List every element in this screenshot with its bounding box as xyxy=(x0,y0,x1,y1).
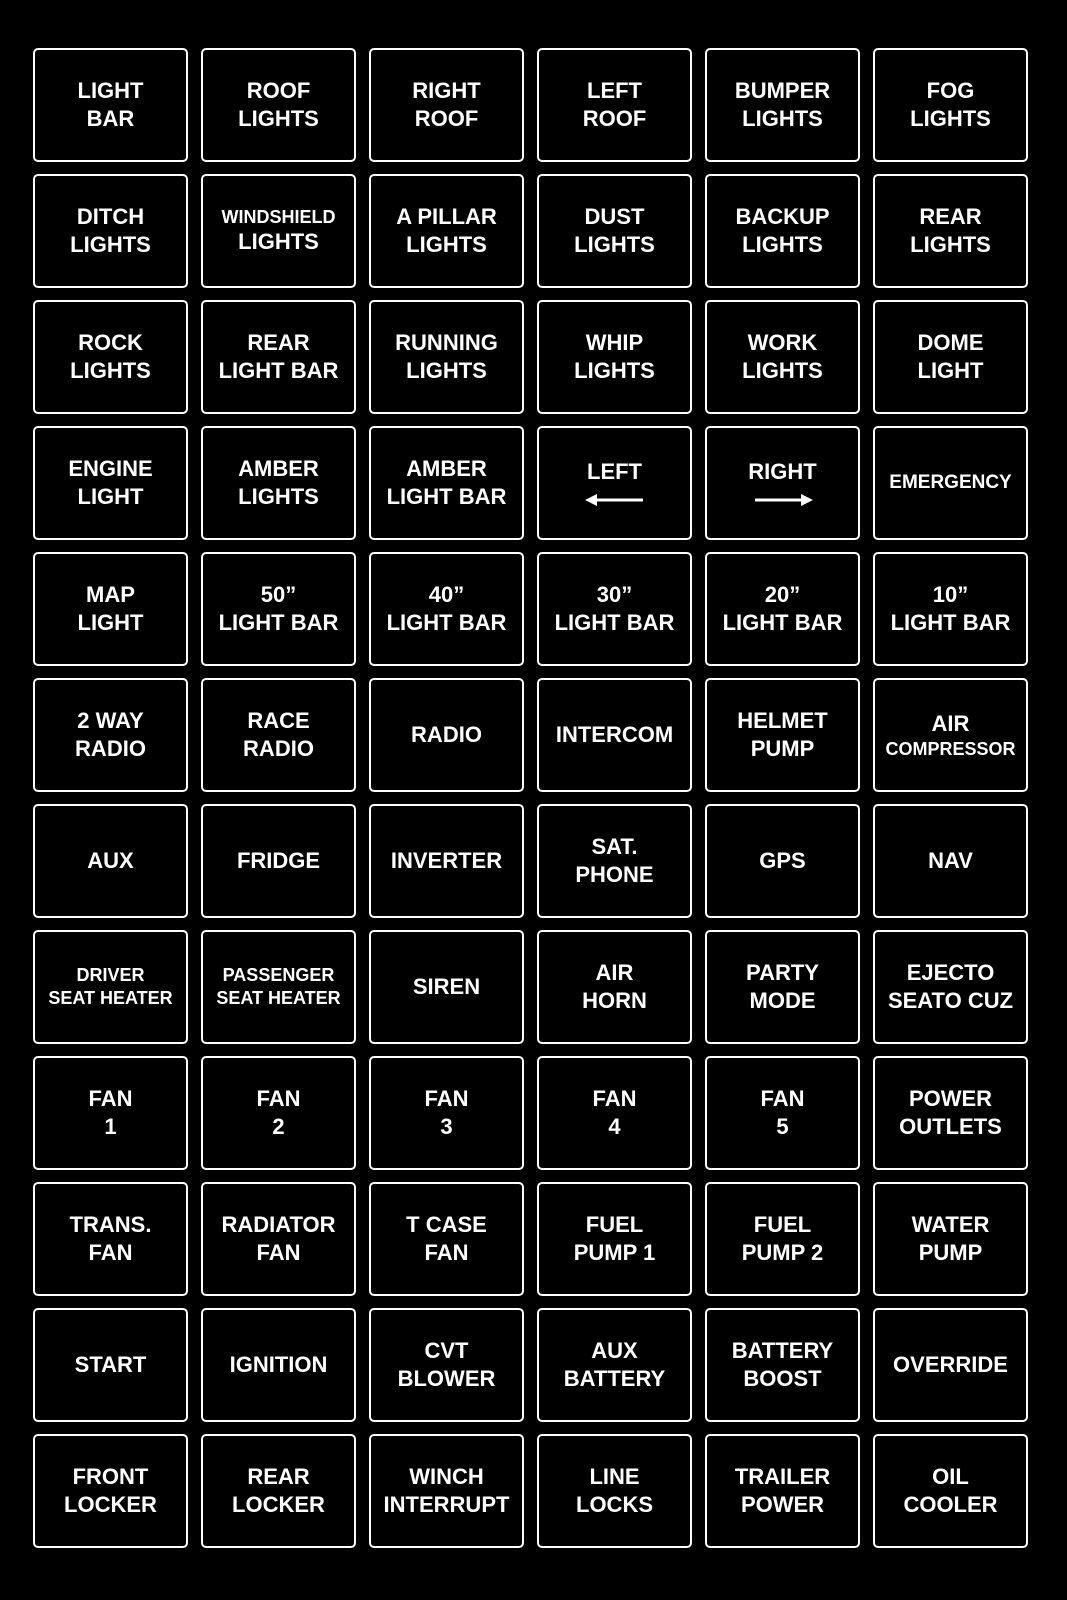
label-text-line: PASSENGER xyxy=(222,965,335,985)
label-text-line: WINCH xyxy=(409,1464,484,1489)
label-text-line: COOLER xyxy=(903,1492,998,1517)
switch-label-work-lights xyxy=(705,300,860,414)
switch-label-ditch-lights xyxy=(33,174,188,288)
label-text-line: DUST xyxy=(584,204,645,229)
label-text-line: PHONE xyxy=(575,862,654,887)
switch-label-a-pillar-lights xyxy=(369,174,524,288)
switch-label-left-roof xyxy=(537,48,692,162)
switch-label-inverter xyxy=(369,804,524,918)
label-text-line: PUMP 2 xyxy=(741,1240,824,1265)
label-text-line: AMBER xyxy=(406,456,487,481)
label-text-line: LIGHTS xyxy=(574,358,655,383)
label-text-line: RUNNING xyxy=(395,330,498,355)
switch-label-trans-fan xyxy=(33,1182,188,1296)
switch-label-start xyxy=(33,1308,188,1422)
switch-label-50-light-bar xyxy=(201,552,356,666)
label-text-line: RADIO xyxy=(75,736,146,761)
label-text-line: SEAT HEATER xyxy=(216,988,341,1008)
label-text-line: LIGHTS xyxy=(238,484,319,509)
label-text-line: BATTERY xyxy=(563,1366,666,1391)
switch-label-running-lights xyxy=(369,300,524,414)
arrow-left-icon xyxy=(585,492,645,508)
label-text-line: LEFT xyxy=(587,459,642,484)
label-text-line: SEAT HEATER xyxy=(48,988,173,1008)
label-text-line: LIGHT BAR xyxy=(890,610,1011,635)
label-text-line: FUEL xyxy=(753,1212,812,1237)
label-text-line: WORK xyxy=(747,330,818,355)
label-text-line: REAR xyxy=(247,330,310,355)
label-text-line: DRIVER xyxy=(76,965,145,985)
label-text-line: IGNITION xyxy=(229,1352,328,1377)
label-text-line: FAN xyxy=(424,1086,469,1111)
label-text-line: PUMP xyxy=(918,1240,983,1265)
label-text-line: BAR xyxy=(86,106,135,131)
label-text-line: MODE xyxy=(749,988,816,1013)
switch-label-fan-1 xyxy=(33,1056,188,1170)
switch-label-windshield-lights xyxy=(201,174,356,288)
label-text-line: FAN xyxy=(256,1240,301,1265)
switch-label-fridge xyxy=(201,804,356,918)
label-text-line: SAT. xyxy=(591,834,638,859)
label-text-line: SIREN xyxy=(412,974,481,999)
label-text-line: 1 xyxy=(104,1114,117,1139)
label-text-line: ROOF xyxy=(414,106,479,131)
label-text-line: LIGHT xyxy=(77,610,144,635)
label-text-line: LIGHTS xyxy=(742,232,823,257)
label-text-line: HELMET xyxy=(737,708,828,733)
label-text-line: INTERRUPT xyxy=(383,1492,510,1517)
label-text-line: BOOST xyxy=(743,1366,822,1391)
switch-label-cvt-blower xyxy=(369,1308,524,1422)
label-text-line: DITCH xyxy=(76,204,145,229)
switch-label-battery-boost xyxy=(705,1308,860,1422)
label-text-line: RIGHT xyxy=(412,78,481,103)
label-text-line: 30” xyxy=(596,582,633,607)
label-text-line: LIGHTS xyxy=(238,106,319,131)
switch-label-amber-light-bar xyxy=(369,426,524,540)
label-text-line: FAN xyxy=(256,1086,301,1111)
label-text-line: ENGINE xyxy=(68,456,153,481)
label-text-line: LOCKER xyxy=(232,1492,325,1517)
label-text-line: PARTY xyxy=(746,960,819,985)
switch-label-front-locker xyxy=(33,1434,188,1548)
label-text-line: EJECTO xyxy=(906,960,995,985)
label-text-line: 20” xyxy=(764,582,801,607)
label-text-line: POWER xyxy=(908,1086,993,1111)
switch-label-fuel-pump-2 xyxy=(705,1182,860,1296)
switch-label-radio xyxy=(369,678,524,792)
label-text-line: COMPRESSOR xyxy=(885,739,1016,759)
label-text-line: AUX xyxy=(591,1338,638,1363)
switch-label-backup-lights xyxy=(705,174,860,288)
label-text-line: RADIO xyxy=(243,736,314,761)
switch-label-air-compressor xyxy=(873,678,1028,792)
label-grid xyxy=(33,48,1028,1548)
label-text-line: 5 xyxy=(776,1114,789,1139)
switch-label-t-case-fan xyxy=(369,1182,524,1296)
label-text-line: ROOF xyxy=(582,106,647,131)
label-text-line: LIGHT BAR xyxy=(386,610,507,635)
label-text-line: RADIATOR xyxy=(221,1212,336,1237)
label-text-line: RADIO xyxy=(411,722,482,747)
label-text-line: LIGHTS xyxy=(574,232,655,257)
switch-label-light-bar xyxy=(33,48,188,162)
switch-label-sat-phone xyxy=(537,804,692,918)
label-text-line: FRONT xyxy=(72,1464,149,1489)
label-text-line: FOG xyxy=(926,78,975,103)
switch-label-fog-lights xyxy=(873,48,1028,162)
label-text-line: WHIP xyxy=(585,330,644,355)
label-text-line: TRAILER xyxy=(734,1464,831,1489)
label-text-line: LEFT xyxy=(587,78,642,103)
switch-label-intercom xyxy=(537,678,692,792)
switch-label-gps xyxy=(705,804,860,918)
label-text-line: REAR xyxy=(247,1464,310,1489)
label-text-line: 3 xyxy=(440,1114,453,1139)
switch-label-dome-light xyxy=(873,300,1028,414)
switch-label-10-light-bar xyxy=(873,552,1028,666)
label-text-line: LIGHTS xyxy=(910,232,991,257)
switch-label-air-horn xyxy=(537,930,692,1044)
switch-label-fan-3 xyxy=(369,1056,524,1170)
label-text-line: HORN xyxy=(582,988,647,1013)
label-text-line: ROCK xyxy=(78,330,143,355)
switch-label-trailer-power xyxy=(705,1434,860,1548)
label-text-line: 40” xyxy=(428,582,465,607)
switch-label-whip-lights xyxy=(537,300,692,414)
label-text-line: 2 WAY xyxy=(77,708,144,733)
label-text-line: LOCKS xyxy=(576,1492,653,1517)
switch-label-rear-light-bar xyxy=(201,300,356,414)
switch-label-driver-seat-heater xyxy=(33,930,188,1044)
label-text-line: LIGHTS xyxy=(742,106,823,131)
label-text-line: RIGHT xyxy=(748,459,817,484)
label-text-line: BLOWER xyxy=(397,1366,496,1391)
label-text-line: FAN xyxy=(760,1086,805,1111)
switch-label-water-pump xyxy=(873,1182,1028,1296)
switch-label-2-way-radio xyxy=(33,678,188,792)
label-text-line: LIGHTS xyxy=(406,232,487,257)
label-text-line: INTERCOM xyxy=(555,722,674,747)
switch-label-engine-light xyxy=(33,426,188,540)
label-text-line: FUEL xyxy=(585,1212,644,1237)
switch-label-right-roof xyxy=(369,48,524,162)
label-text-line: 10” xyxy=(932,582,969,607)
label-text-line: LIGHT BAR xyxy=(722,610,843,635)
switch-label-line-locks xyxy=(537,1434,692,1548)
label-text-line: FAN xyxy=(88,1086,133,1111)
switch-label-emergency xyxy=(873,426,1028,540)
switch-label-fan-2 xyxy=(201,1056,356,1170)
label-text-line: LIGHT BAR xyxy=(218,610,339,635)
label-text-line: LINE xyxy=(589,1464,640,1489)
label-text-line: RACE xyxy=(247,708,310,733)
switch-label-roof-lights xyxy=(201,48,356,162)
switch-label-fuel-pump-1 xyxy=(537,1182,692,1296)
label-text-line: PUMP 1 xyxy=(573,1240,656,1265)
label-text-line: A PILLAR xyxy=(396,204,497,229)
label-text-line: OIL xyxy=(932,1464,969,1489)
label-text-line: EMERGENCY xyxy=(889,472,1012,493)
switch-label-power-outlets xyxy=(873,1056,1028,1170)
label-text-line: LIGHT xyxy=(917,358,984,383)
switch-label-bumper-lights xyxy=(705,48,860,162)
label-text-line: ROOF xyxy=(246,78,311,103)
label-text-line: 4 xyxy=(608,1114,621,1139)
label-text-line: START xyxy=(74,1352,147,1377)
switch-label-oil-cooler xyxy=(873,1434,1028,1548)
label-text-line: GPS xyxy=(759,848,806,873)
switch-label-amber-lights xyxy=(201,426,356,540)
label-text-line: LIGHT xyxy=(77,484,144,509)
switch-label-map-light xyxy=(33,552,188,666)
label-text-line: SEATO CUZ xyxy=(887,988,1014,1013)
label-text-line: WINDSHIELD xyxy=(221,207,336,227)
label-text-line: BATTERY xyxy=(731,1338,834,1363)
label-text-line: 50” xyxy=(260,582,297,607)
label-text-line: OVERRIDE xyxy=(893,1352,1008,1377)
label-text-line: WATER xyxy=(911,1212,990,1237)
label-text-line: LIGHT BAR xyxy=(386,484,507,509)
switch-label-winch-interrupt xyxy=(369,1434,524,1548)
switch-label-aux-battery xyxy=(537,1308,692,1422)
switch-label-nav xyxy=(873,804,1028,918)
arrow-right-icon xyxy=(753,492,813,508)
label-text-line: 2 xyxy=(272,1114,285,1139)
label-text-line: CVT xyxy=(424,1338,469,1363)
label-text-line: T CASE xyxy=(406,1212,487,1237)
switch-label-passenger-seat-heater xyxy=(201,930,356,1044)
label-text-line: AIR xyxy=(595,960,634,985)
label-text-line: LIGHTS xyxy=(238,229,319,254)
label-text-line: LIGHTS xyxy=(406,358,487,383)
label-text-line: POWER xyxy=(740,1492,825,1517)
switch-label-dust-lights xyxy=(537,174,692,288)
label-text-line: MAP xyxy=(86,582,135,607)
label-text-line: BUMPER xyxy=(734,78,831,103)
switch-label-helmet-pump xyxy=(705,678,860,792)
label-text-line: LIGHT BAR xyxy=(554,610,675,635)
switch-label-fan-4 xyxy=(537,1056,692,1170)
label-text-line: FRIDGE xyxy=(236,848,321,873)
switch-label-rear-locker xyxy=(201,1434,356,1548)
label-text-line: LIGHTS xyxy=(70,232,151,257)
label-text-line: LIGHT xyxy=(77,78,144,103)
label-text-line: BACKUP xyxy=(735,204,830,229)
label-text-line: FAN xyxy=(88,1240,133,1265)
label-text-line: AMBER xyxy=(238,456,319,481)
label-text-line: PUMP xyxy=(750,736,815,761)
switch-label-override xyxy=(873,1308,1028,1422)
switch-label-aux xyxy=(33,804,188,918)
label-text-line: DOME xyxy=(917,330,984,355)
switch-label-20-light-bar xyxy=(705,552,860,666)
label-text-line: LIGHTS xyxy=(910,106,991,131)
switch-label-left-turn xyxy=(537,426,692,540)
label-text-line: AUX xyxy=(87,848,134,873)
label-text-line: LOCKER xyxy=(64,1492,157,1517)
label-text-line: REAR xyxy=(919,204,982,229)
switch-label-rock-lights xyxy=(33,300,188,414)
label-text-line: INVERTER xyxy=(390,848,503,873)
switch-label-ignition xyxy=(201,1308,356,1422)
label-text-line: FAN xyxy=(424,1240,469,1265)
label-text-line: LIGHT BAR xyxy=(218,358,339,383)
switch-label-party-mode xyxy=(705,930,860,1044)
label-text-line: LIGHTS xyxy=(70,358,151,383)
switch-label-siren xyxy=(369,930,524,1044)
switch-label-race-radio xyxy=(201,678,356,792)
switch-label-ejecto-seato-cuz xyxy=(873,930,1028,1044)
switch-label-radiator-fan xyxy=(201,1182,356,1296)
switch-label-rear-lights xyxy=(873,174,1028,288)
switch-label-40-light-bar xyxy=(369,552,524,666)
switch-label-fan-5 xyxy=(705,1056,860,1170)
switch-label-right-turn xyxy=(705,426,860,540)
label-text-line: FAN xyxy=(592,1086,637,1111)
label-text-line: AIR xyxy=(931,711,970,736)
switch-label-30-light-bar xyxy=(537,552,692,666)
label-text-line: NAV xyxy=(928,848,973,873)
label-text-line: OUTLETS xyxy=(899,1114,1002,1139)
label-text-line: TRANS. xyxy=(69,1212,152,1237)
label-text-line: LIGHTS xyxy=(742,358,823,383)
